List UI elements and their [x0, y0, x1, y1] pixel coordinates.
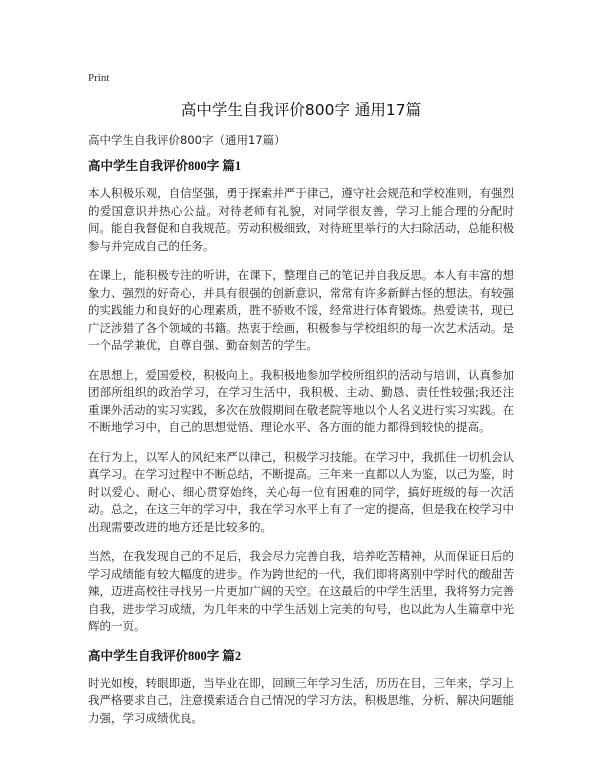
document-subtitle: 高中学生自我评价800字（通用17篇） — [88, 133, 286, 147]
paragraph: 在思想上，爱国爱校，积极向上。我积极地参加学校所组织的活动与培训，认真参加团部所组织的政治学习，在学习生活中，我积极、主动、勤恳、责任性较强;我还注重课外活动的实习实践，多次在放假期间在敬老院等地以个人名义进行实习实践。在不断地学习中，自己的思想觉悟、理论水平、各方面的能力都得到较快的提高。 — [88, 367, 514, 434]
document-page — [88, 70, 514, 739]
paragraph: 当然，在我发现自己的不足后，我会尽力完善自我，培养吃苦精神，从而保证日后的学习成绩能有较大幅度的进步。作为跨世纪的一代，我们即将离别中学时代的酸甜苦辣，迈进高校往寻找另一片更加广阔的天空。在这最后的中学生活里，我将努力完善自我，进步学习成绩，为几年来的中学生活划上完美的句号，也以此为人生篇章中光辉的一页。 — [88, 549, 514, 633]
paragraph: 在课上，能积极专注的听讲，在课下，整理自己的笔记并自我反思。本人有丰富的想象力、强烈的好奇心，并具有很强的创新意识，常常有许多新鲜古怪的想法。有较强的实践能力和良好的心理素质，胜不骄败不馁，经常进行体育锻炼。热爱读书，现已广泛涉猎了各个领域的书籍。热衷于绘画，积极参与学校组织的每一次艺术活动。是一个品学兼优，自尊自强、勤奋刻苦的学生。 — [88, 268, 514, 352]
paragraph: 时光如梭，转眼即逝，当毕业在即，回顾三年学习生活，历历在目，三年来，学习上我严格要求自己，注意摸索适合自己情况的学习方法，积极思维，分析、解决问题能力强，学习成绩优良。 — [88, 675, 514, 725]
paragraph: 在行为上，以军人的风纪来严以律己，积极学习技能。在学习中，我抓住一切机会认真学习。在学习过程中不断总结，不断提高。三年来一直都以人为鉴，以己为鉴，时时以爱心、耐心、细心贯穿始终，关心每一位有困难的同学，搞好班级的每一次活动。总之，在这三年的学习中，我在学习水平上有了一定的提高，但是我在校学习中出现需要改进的地方还是比较多的。 — [88, 449, 514, 534]
section-heading: 高中学生自我评价800字 篇1 — [88, 159, 242, 173]
print-link[interactable]: Print — [88, 72, 110, 84]
section-heading: 高中学生自我评价800字 篇2 — [88, 648, 242, 663]
paragraph: 本人积极乐观，自信坚强，勇于探索并严于律己，遵守社会规范和学校准则，有强烈的爱国意识并热心公益。对待老师有礼貌，对同学很友善，学习上能合理的分配时间。能自我督促和自我规范。劳动积极细致，对待班里举行的大扫除活动，总能积极参与并完成自己的任务。 — [88, 186, 514, 253]
section-1 — [88, 158, 514, 636]
section-2 — [88, 648, 514, 728]
document-title: 高中学生自我评价800字 通用17篇 — [180, 101, 422, 119]
